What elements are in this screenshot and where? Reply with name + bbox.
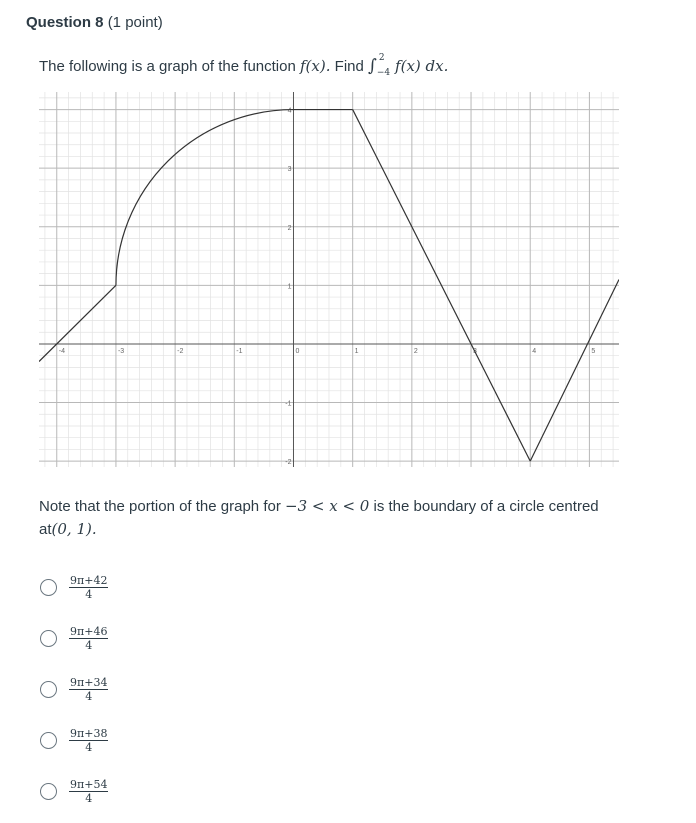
integrand: f(x) dx. <box>395 57 449 75</box>
answer-option[interactable] <box>40 777 108 805</box>
option-numerator: 9π+38 <box>70 726 108 740</box>
radio-button[interactable] <box>40 630 57 647</box>
x-tick-label: -2 <box>177 347 184 355</box>
y-tick-label: 3 <box>287 166 292 174</box>
option-numerator: 9π+42 <box>70 573 108 587</box>
answer-option[interactable] <box>40 726 108 754</box>
option-denominator: 4 <box>85 791 93 805</box>
y-tick-label: -2 <box>285 459 292 467</box>
x-tick-label: 1 <box>354 347 359 355</box>
function-expression: f(x). <box>300 57 331 75</box>
curve-segment <box>530 280 619 462</box>
note-text-middle: is the boundary of a circle centred at <box>39 498 599 538</box>
note-center: (0, 1). <box>51 520 97 538</box>
option-numerator: 9π+34 <box>70 675 108 689</box>
radio-button[interactable] <box>40 681 57 698</box>
question-points: (1 point) <box>107 14 163 31</box>
note-condition: −3 < x < 0 <box>285 497 370 515</box>
option-denominator: 4 <box>85 587 93 601</box>
find-label: Find <box>334 58 364 75</box>
function-graph <box>39 92 619 467</box>
integral-limits <box>376 53 391 79</box>
x-tick-label: -4 <box>58 347 65 355</box>
x-tick-label: 3 <box>473 347 477 355</box>
x-tick-label: 2 <box>413 347 418 355</box>
upper-limit: 2 <box>378 53 385 64</box>
y-tick-label: 1 <box>287 283 292 291</box>
integral-sign: ∫ <box>368 56 377 76</box>
option-denominator: 4 <box>85 740 93 754</box>
y-tick-label: 2 <box>287 224 292 232</box>
x-tick-label: -1 <box>236 347 243 355</box>
option-numerator: 9π+54 <box>70 777 108 791</box>
question-header <box>26 14 163 31</box>
answer-option[interactable] <box>40 624 108 652</box>
tick-labels <box>59 108 596 467</box>
option-denominator: 4 <box>85 689 93 703</box>
y-tick-label: 4 <box>287 107 292 115</box>
option-fraction <box>69 626 108 651</box>
answer-option[interactable] <box>40 675 108 703</box>
option-fraction <box>69 677 108 702</box>
question-prompt <box>39 53 449 79</box>
x-tick-label: 5 <box>591 347 596 355</box>
option-fraction <box>69 779 108 804</box>
question-number: Question 8 <box>26 14 104 31</box>
option-fraction <box>69 728 108 753</box>
x-tick-label: -3 <box>117 347 125 355</box>
lower-limit: −4 <box>376 68 391 79</box>
x-tick-label: 4 <box>532 347 537 355</box>
radio-button[interactable] <box>40 579 57 596</box>
note-text-start: Note that the portion of the graph for <box>39 498 281 515</box>
radio-button[interactable] <box>40 783 57 800</box>
note-text <box>39 495 599 541</box>
x-tick-label: 0 <box>295 347 300 355</box>
option-denominator: 4 <box>85 638 93 652</box>
answer-option[interactable] <box>40 573 108 601</box>
prompt-text: The following is a graph of the function <box>39 58 296 75</box>
radio-button[interactable] <box>40 732 57 749</box>
option-fraction <box>69 575 108 600</box>
y-tick-label: -1 <box>285 400 292 408</box>
circle-arc-segment <box>116 107 294 286</box>
minor-gridlines <box>39 92 619 467</box>
option-numerator: 9π+46 <box>70 624 108 638</box>
